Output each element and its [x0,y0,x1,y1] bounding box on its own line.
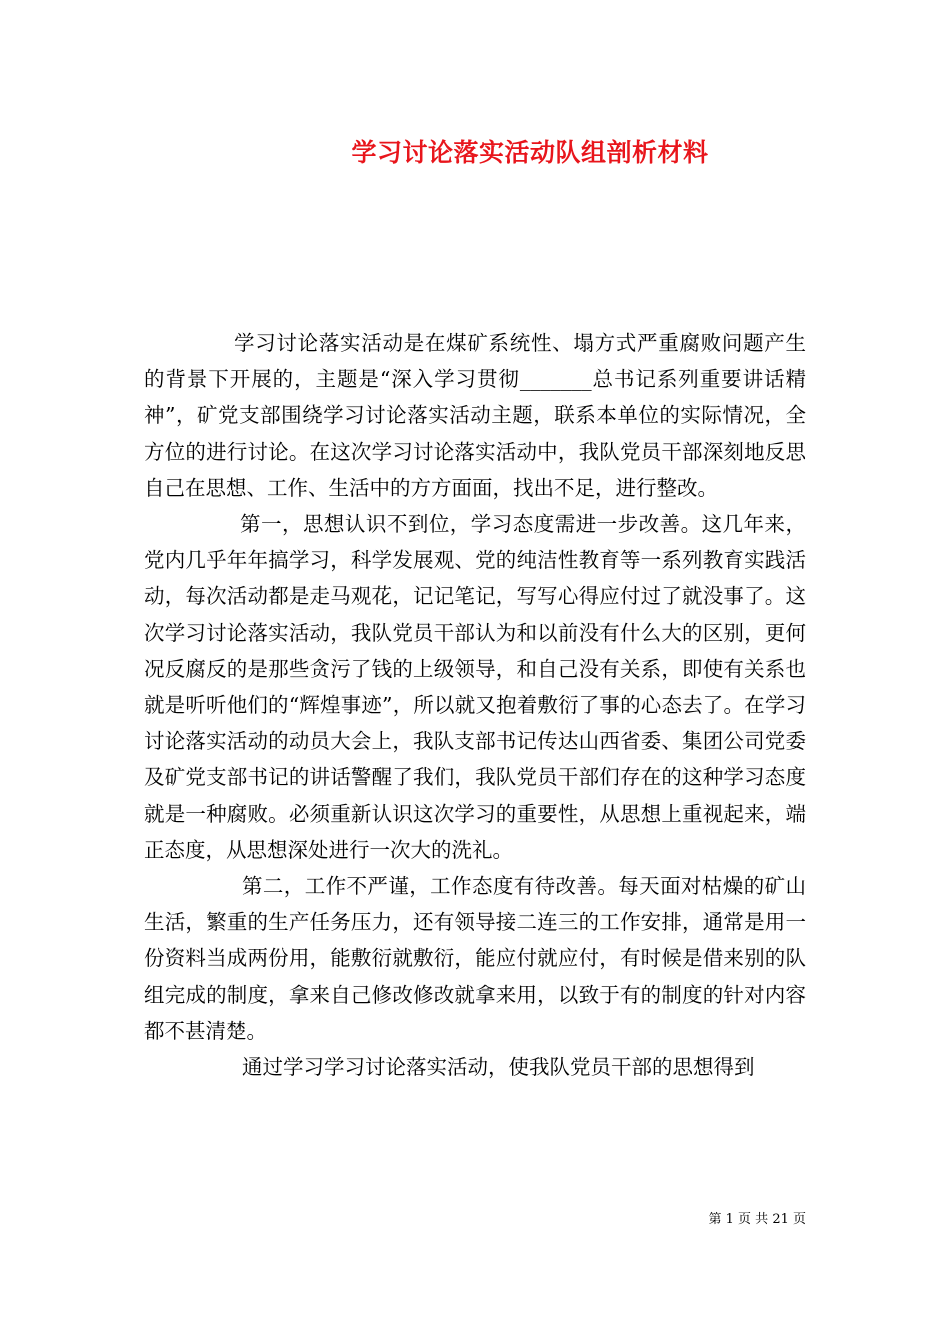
page-number-footer: 第 1 页 共 21 页 [708,1212,806,1227]
paragraph-conclusion-start: 通过学习学习讨论落实活动，使我队党员干部的思想得到 [242,1055,755,1080]
document-body [144,325,806,1085]
paragraph-intro: 学习讨论落实活动是在煤矿系统性、塌方式严重腐败问题产生的背景下开展的，主题是“深入学习贯彻_______总书记系列重要讲话精神”，矿党支部围绕学习讨论落实活动主题，联系本单位的实际情况，全方位的进行讨论。在这次学习讨论落实活动中，我队党员干部深刻地反思自己在思想、工作、生活中的方方面面，找出不足，进行整改。 [144,331,806,500]
paragraph-point-two: 第二，工作不严谨，工作态度有待改善。每天面对枯燥的矿山生活，繁重的生产任务压力，还有领导接二连三的工作安排，通常是用一份资料当成两份用，能敷衍就敷衍，能应付就应付，有时候是借来别的队组完成的制度，拿来自己修改修改就拿来用，以致于有的制度的针对内容都不甚清楚。 [144,874,806,1043]
paragraph-point-one: 第一，思想认识不到位，学习态度需进一步改善。这几年来，党内几乎年年搞学习，科学发展观、党的纯洁性教育等一系列教育实践活动，每次活动都是走马观花，记记笔记，写写心得应付过了就没事了。这次学习讨论落实活动，我队党员干部认为和以前没有什么大的区别，更何况反腐反的是那些贪污了钱的上级领导，和自己没有关系，即使有关系也就是听听他们的“辉煌事迹”，所以就又抱着敷衍了事的心态去了。在学习讨论落实活动的动员大会上，我队支部书记传达山西省委、集团公司党委及矿党支部书记的讲话警醒了我们，我队党员干部们存在的这种学习态度就是一种腐败。必须重新认识这次学习的重要性，从思想上重视起来，端正态度，从思想深处进行一次大的洗礼。 [144,512,806,862]
document-title: 学习讨论落实活动队组剖析材料 [351,138,709,167]
